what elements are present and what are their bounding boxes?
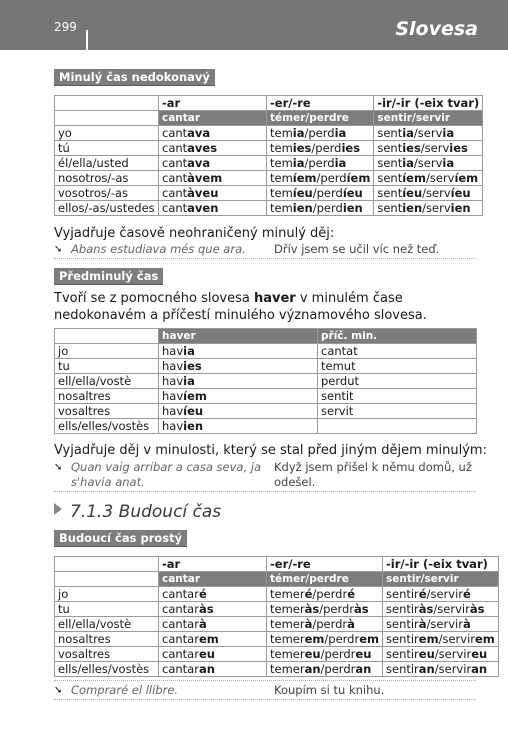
- verb-ending: à: [304, 617, 313, 631]
- verb-stem: sent: [377, 201, 403, 215]
- section-label-pluperfect: Předminulý čas: [54, 268, 163, 285]
- verb-ending: ia: [402, 126, 414, 140]
- verb-ending: ia: [183, 344, 195, 358]
- verb-stem: temer: [270, 602, 305, 616]
- person-cell: nosaltres: [55, 632, 159, 647]
- person-cell: nosotros/-as: [55, 171, 159, 186]
- verb-stem: sent: [377, 171, 403, 185]
- table-row: [55, 156, 483, 171]
- verb-ending: ia: [442, 156, 455, 170]
- verb-stem: /servir: [438, 632, 475, 646]
- table-corner-cell: [55, 96, 159, 111]
- form-cell: [159, 389, 318, 404]
- column-subheader: cantar: [159, 572, 267, 587]
- table-row: [55, 201, 483, 216]
- person-cell: vosaltres: [55, 404, 159, 419]
- verb-ending: ia: [402, 156, 414, 170]
- verb-stem: hav: [162, 359, 184, 373]
- table-corner-cell: [55, 557, 159, 572]
- form-cell: [374, 156, 483, 171]
- pluperfect-intro: [54, 290, 476, 324]
- section-label-future: Budoucí čas prostý: [54, 530, 187, 547]
- form-cell: [159, 662, 267, 677]
- verb-stem: sentir: [386, 632, 419, 646]
- table-row: [55, 587, 499, 602]
- form-cell: [267, 602, 383, 617]
- column-header: -er/-re: [267, 96, 374, 111]
- form-cell: [267, 156, 374, 171]
- form-cell: [267, 126, 374, 141]
- chapter-title: Slovesa: [395, 18, 478, 40]
- person-cell: él/ella/usted: [55, 156, 159, 171]
- verb-stem: tem: [270, 126, 293, 140]
- column-subheader: sentir/servir: [383, 572, 499, 587]
- form-cell: [267, 632, 383, 647]
- verb-ending: àveu: [187, 186, 219, 200]
- verb-stem: cant: [162, 126, 188, 140]
- verb-stem: cantar: [162, 587, 199, 601]
- form-cell: [159, 141, 267, 156]
- example-arrow-icon: ➘: [54, 462, 63, 473]
- page-number: 299: [54, 20, 77, 34]
- verb-ending: ava: [187, 126, 211, 140]
- person-cell: ells/elles/vostès: [55, 419, 159, 434]
- verb-stem: hav: [162, 404, 184, 418]
- form-cell: [267, 186, 374, 201]
- form-cell: [374, 201, 483, 216]
- form-cell: [159, 344, 318, 359]
- table-row: [55, 374, 477, 389]
- verb-stem: /servir: [434, 647, 472, 661]
- verb-ending: eu: [418, 647, 435, 661]
- form-cell: [159, 632, 267, 647]
- verb-ending: aven: [187, 201, 219, 215]
- divider: [54, 680, 476, 681]
- future-example: [54, 683, 476, 700]
- verb-stem: cant: [162, 156, 188, 170]
- verb-stem: tem: [270, 201, 293, 215]
- form-cell: [267, 141, 374, 156]
- form-cell: [374, 141, 483, 156]
- form-cell: [267, 662, 383, 677]
- verb-ending: aves: [187, 141, 218, 155]
- form-cell: [383, 602, 499, 617]
- form-cell: [318, 419, 477, 434]
- form-cell: [159, 201, 267, 216]
- verb-ending: é: [418, 587, 427, 601]
- verb-stem: sentir: [386, 662, 419, 676]
- table-row: [55, 171, 483, 186]
- form-cell: [383, 587, 499, 602]
- person-cell: vosaltres: [55, 647, 159, 662]
- verb-ending: íeu: [342, 186, 363, 200]
- verb-ending: ien: [342, 201, 363, 215]
- verb-ending: eu: [471, 647, 488, 661]
- example-translation: Když jsem přišel k němu domů, už odešel.: [274, 460, 472, 489]
- verb-stem: /serv: [420, 141, 450, 155]
- column-header-ir: -ir/-ir (-eix tvar): [383, 557, 499, 572]
- verb-stem: /perd: [304, 126, 335, 140]
- column-subheader: cantar: [159, 111, 267, 126]
- verb-ending: é: [198, 587, 207, 601]
- person-cell: ell/ella/vostè: [55, 617, 159, 632]
- verb-ending: em: [304, 632, 325, 646]
- verb-ending: ia: [442, 126, 455, 140]
- verb-ending: ies: [341, 141, 361, 155]
- example-source: Abans estudiava més que ara.: [71, 242, 246, 256]
- verb-stem: /serv: [413, 156, 443, 170]
- pluperfect-conjugation-table: [54, 328, 477, 434]
- table-row: [55, 404, 477, 419]
- verb-ending: em: [418, 632, 439, 646]
- verb-stem: hav: [162, 374, 184, 388]
- table-row: [55, 141, 483, 156]
- verb-ending: ava: [187, 156, 211, 170]
- verb-ending: ien: [402, 201, 423, 215]
- verb-ending: ies: [402, 141, 421, 155]
- form-cell: temut: [318, 359, 477, 374]
- form-cell: [159, 617, 267, 632]
- form-cell: [159, 126, 267, 141]
- verb-ending: íeu: [402, 186, 423, 200]
- verb-stem: tem: [270, 156, 293, 170]
- verb-ending: em: [198, 632, 219, 646]
- table-row: [55, 359, 477, 374]
- verb-ending: ien: [292, 201, 313, 215]
- future-conjugation-table: [54, 556, 499, 677]
- verb-stem: hav: [162, 344, 184, 358]
- verb-stem: cant: [162, 171, 188, 185]
- form-cell: [383, 662, 499, 677]
- table-row: [55, 186, 483, 201]
- verb-ending: às: [418, 602, 434, 616]
- pluperfect-usage-note: Vyjadřuje děj v minulosti, který se stal před jiným dějem minulým:: [54, 443, 487, 458]
- verb-ending: íeu: [292, 186, 313, 200]
- form-cell: sentit: [318, 389, 477, 404]
- person-cell: vosotros/-as: [55, 186, 159, 201]
- intro-bold-verb: haver: [253, 291, 296, 306]
- person-cell: tu: [55, 359, 159, 374]
- verb-stem: temer: [270, 632, 305, 646]
- verb-ending: íeu: [450, 186, 471, 200]
- form-cell: [267, 647, 383, 662]
- table-corner-cell: [55, 111, 159, 126]
- verb-ending: às: [304, 602, 320, 616]
- verb-ending: ia: [334, 156, 347, 170]
- imperfect-example: [54, 242, 476, 259]
- form-cell: [159, 404, 318, 419]
- verb-ending: às: [354, 602, 369, 616]
- verb-stem: temer: [270, 662, 305, 676]
- pluperfect-example: [54, 460, 476, 492]
- column-subheader: příč. min.: [318, 329, 477, 344]
- verb-stem: sentir: [386, 617, 419, 631]
- verb-ending: ies: [183, 359, 202, 373]
- verb-ending: eu: [304, 647, 321, 661]
- table-corner-cell: [55, 572, 159, 587]
- form-cell: [159, 647, 267, 662]
- column-header: -er/-re: [267, 557, 383, 572]
- form-cell: [374, 126, 483, 141]
- person-cell: tu: [55, 602, 159, 617]
- verb-ending: ien: [183, 419, 204, 433]
- table-row: [55, 126, 483, 141]
- table-row: [55, 662, 499, 677]
- verb-stem: cantar: [162, 647, 199, 661]
- verb-stem: /servir: [426, 617, 463, 631]
- verb-stem: sent: [377, 156, 403, 170]
- verb-ending: à: [418, 617, 427, 631]
- person-cell: ells/elles/vostès: [55, 662, 159, 677]
- person-cell: ell/ella/vostè: [55, 374, 159, 389]
- verb-stem: /perdr: [324, 632, 360, 646]
- column-subheader: sentir/servir: [374, 111, 483, 126]
- form-cell: [159, 359, 318, 374]
- section-heading-text: 7.1.3 Budoucí čas: [70, 502, 222, 522]
- verb-ending: ies: [449, 141, 468, 155]
- table-row: [55, 389, 477, 404]
- verb-ending: an: [304, 662, 321, 676]
- verb-stem: /servir: [433, 602, 470, 616]
- form-cell: [383, 647, 499, 662]
- verb-stem: hav: [162, 419, 184, 433]
- table-row: [55, 419, 477, 434]
- verb-ending: an: [198, 662, 215, 676]
- verb-ending: é: [304, 587, 313, 601]
- verb-ending: à: [347, 617, 355, 631]
- form-cell: [267, 201, 374, 216]
- verb-stem: /serv: [422, 201, 451, 215]
- verb-ending: ia: [292, 156, 305, 170]
- verb-ending: ien: [450, 201, 471, 215]
- verb-ending: íem: [454, 171, 479, 185]
- verb-stem: /perdr: [312, 617, 348, 631]
- verb-stem: sent: [377, 126, 403, 140]
- intro-text: v minulém čase nedokonavém a příčestí minulého významového slovesa.: [54, 291, 427, 323]
- verb-stem: sentir: [386, 602, 419, 616]
- table-row: [55, 617, 499, 632]
- example-translation: Dřív jsem se učil víc než teď.: [274, 242, 440, 256]
- verb-stem: /serv: [413, 126, 443, 140]
- table-row: [55, 602, 499, 617]
- verb-ending: íem: [402, 171, 426, 185]
- verb-stem: /serv: [425, 171, 455, 185]
- table-corner-cell: [55, 329, 159, 344]
- verb-stem: sentir: [386, 647, 419, 661]
- verb-stem: /perdr: [319, 602, 355, 616]
- verb-ending: em: [359, 632, 379, 646]
- example-source: Compraré el llibre.: [71, 683, 179, 697]
- triangle-bullet-icon: [54, 503, 62, 515]
- verb-ending: an: [418, 662, 435, 676]
- form-cell: [383, 632, 499, 647]
- form-cell: [159, 587, 267, 602]
- verb-stem: cantar: [162, 617, 199, 631]
- page-number-divider: [86, 30, 88, 50]
- form-cell: [159, 186, 267, 201]
- verb-ending: à: [198, 617, 207, 631]
- column-header: -ar: [159, 96, 267, 111]
- table-row: [55, 344, 477, 359]
- person-cell: tú: [55, 141, 159, 156]
- intro-text: Tvoří se z pomocného slovesa: [54, 291, 254, 306]
- verb-stem: tem: [270, 186, 293, 200]
- form-cell: [159, 374, 318, 389]
- verb-stem: /servir: [434, 662, 472, 676]
- verb-ending: an: [355, 662, 372, 676]
- verb-ending: ies: [292, 141, 312, 155]
- form-cell: [159, 156, 267, 171]
- verb-stem: /servir: [426, 587, 464, 601]
- verb-stem: cantar: [162, 602, 199, 616]
- verb-ending: às: [198, 602, 214, 616]
- verb-stem: /perdr: [312, 587, 348, 601]
- column-subheader: témer/perdre: [267, 111, 374, 126]
- verb-stem: tem: [270, 171, 293, 185]
- form-cell: servit: [318, 404, 477, 419]
- verb-stem: temer: [270, 647, 305, 661]
- verb-stem: cantar: [162, 632, 199, 646]
- verb-stem: hav: [162, 389, 184, 403]
- column-subheader: témer/perdre: [267, 572, 383, 587]
- example-arrow-icon: ➘: [54, 685, 63, 696]
- form-cell: [383, 617, 499, 632]
- imperfect-usage-note: Vyjadřuje časově neohraničený minulý děj:: [54, 226, 335, 241]
- verb-stem: /perd: [316, 171, 347, 185]
- verb-stem: temer: [270, 617, 305, 631]
- column-subheader: haver: [159, 329, 318, 344]
- verb-stem: /perd: [311, 141, 342, 155]
- form-cell: cantat: [318, 344, 477, 359]
- form-cell: [267, 587, 383, 602]
- verb-ending: eu: [355, 647, 372, 661]
- verb-ending: íem: [292, 171, 317, 185]
- example-source: Quan vaig arribar a casa seva, ja s'havia anat.: [71, 460, 262, 489]
- example-arrow-icon: ➘: [54, 244, 63, 255]
- column-header-ir: -ir/-ir (-eix tvar): [374, 96, 483, 111]
- verb-stem: temer: [270, 587, 305, 601]
- section-heading-future: [54, 502, 221, 522]
- form-cell: [159, 602, 267, 617]
- verb-ending: à: [462, 617, 471, 631]
- verb-stem: /perd: [312, 201, 343, 215]
- verb-ending: é: [463, 587, 471, 601]
- form-cell: [374, 186, 483, 201]
- verb-ending: an: [471, 662, 488, 676]
- verb-ending: àvem: [187, 171, 223, 185]
- verb-ending: eu: [198, 647, 215, 661]
- verb-ending: ia: [334, 126, 347, 140]
- person-cell: jo: [55, 587, 159, 602]
- form-cell: [267, 171, 374, 186]
- form-cell: perdut: [318, 374, 477, 389]
- verb-ending: íeu: [183, 404, 204, 418]
- verb-ending: às: [469, 602, 485, 616]
- verb-stem: tem: [270, 141, 293, 155]
- verb-stem: cant: [162, 201, 188, 215]
- form-cell: [267, 617, 383, 632]
- person-cell: yo: [55, 126, 159, 141]
- verb-stem: cantar: [162, 662, 199, 676]
- verb-stem: sentir: [386, 587, 419, 601]
- verb-stem: /perd: [304, 156, 335, 170]
- verb-ending: ia: [183, 374, 195, 388]
- person-cell: ellos/-as/ustedes: [55, 201, 159, 216]
- verb-stem: /perdr: [320, 662, 356, 676]
- verb-stem: sent: [377, 186, 403, 200]
- verb-stem: cant: [162, 186, 188, 200]
- page-header: [0, 0, 508, 50]
- verb-stem: /serv: [422, 186, 451, 200]
- example-translation: Koupím si tu knihu.: [274, 683, 385, 697]
- column-header: -ar: [159, 557, 267, 572]
- verb-stem: cant: [162, 141, 188, 155]
- table-row: [55, 632, 499, 647]
- imperfect-conjugation-table: [54, 95, 483, 216]
- verb-ending: íem: [346, 171, 371, 185]
- table-row: [55, 647, 499, 662]
- form-cell: [374, 171, 483, 186]
- person-cell: jo: [55, 344, 159, 359]
- verb-stem: /perdr: [320, 647, 356, 661]
- verb-stem: /perd: [312, 186, 343, 200]
- verb-stem: sent: [377, 141, 403, 155]
- form-cell: [159, 419, 318, 434]
- person-cell: nosaltres: [55, 389, 159, 404]
- verb-ending: íem: [183, 389, 207, 403]
- verb-ending: ia: [292, 126, 305, 140]
- form-cell: [159, 171, 267, 186]
- verb-ending: é: [347, 587, 356, 601]
- verb-ending: em: [475, 632, 495, 646]
- section-label-imperfect: Minulý čas nedokonavý: [54, 69, 215, 86]
